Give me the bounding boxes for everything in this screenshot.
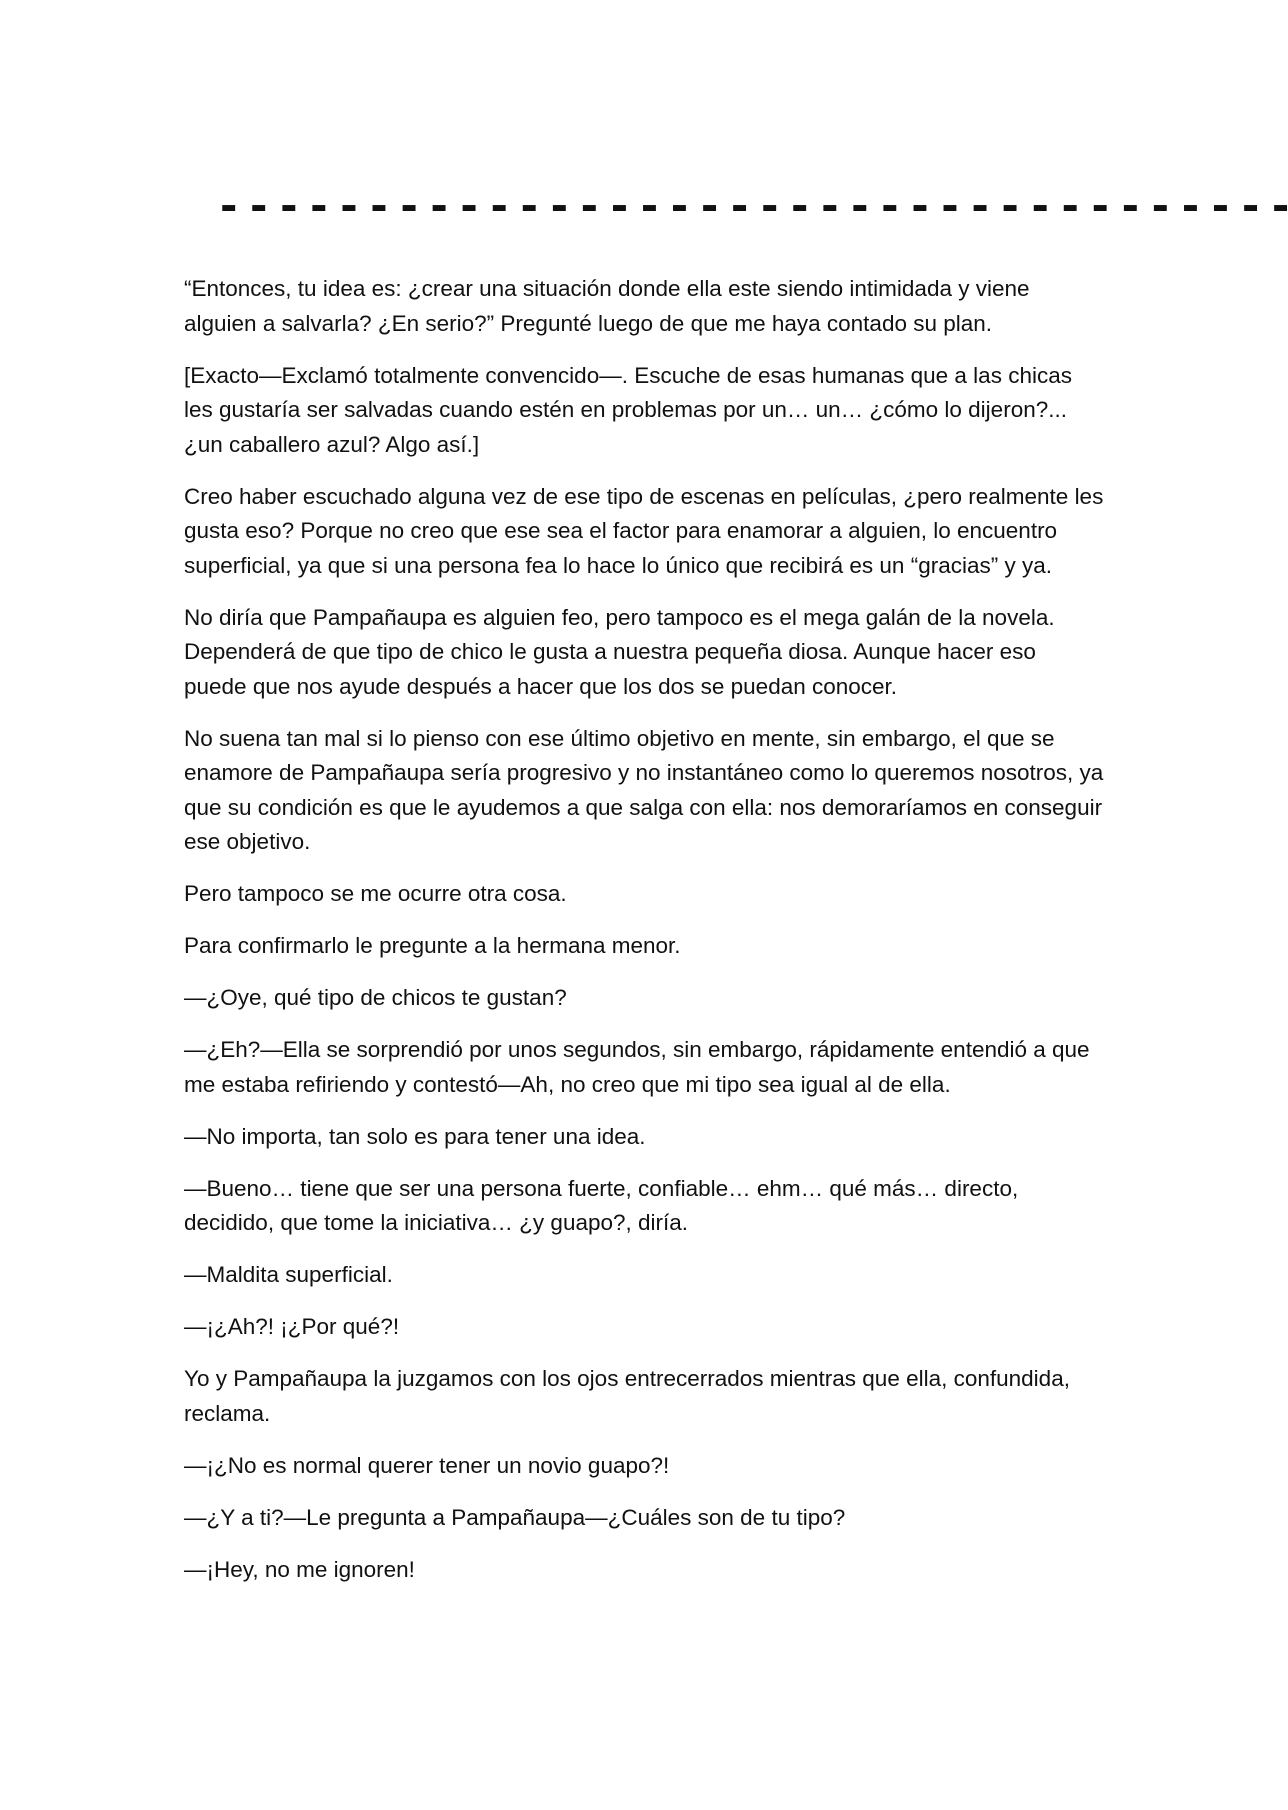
paragraph: Pero tampoco se me ocurre otra cosa.	[184, 881, 567, 906]
paragraph: —No importa, tan solo es para tener una idea.	[184, 1123, 646, 1149]
paragraph: —¿Y a ti?—Le pregunta a Pampañaupa—¿Cuáles son de tu tipo?	[184, 1504, 846, 1530]
paragraph: —¡Hey, no me ignoren!	[184, 1556, 415, 1582]
paragraph: No suena tan mal si lo pienso con ese último objetivo en mente, sin embargo, el que se enamore de Pampañaupa sería progresivo y no instantáneo como lo queremos nosotros, ya que su condición es que le ayudemos a que salga con ella: nos demoraríamos en conseguir ese objetivo.	[184, 725, 1104, 854]
paragraph: Yo y Pampañaupa la juzgamos con los ojos entrecerrados mientras que ella, confundida, reclama.	[184, 1366, 1070, 1426]
section-separator: - - - - - - - - - - - - - - - - - - - - - - - - - - - - - - - - - - - -	[220, 181, 1288, 230]
paragraph: —Bueno… tiene que ser una persona fuerte, confiable… ehm… qué más… directo, decidido, que tome la iniciativa… ¿y guapo?, diría.	[184, 1175, 1019, 1235]
paragraph: “Entonces, tu idea es: ¿crear una situación donde ella este siendo intimidada y viene alguien a salvarla? ¿En serio?” Pregunté luego de que me haya contado su plan.	[184, 276, 1030, 336]
document-body	[184, 272, 1104, 1605]
paragraph: —¡¿No es normal querer tener un novio guapo?!	[184, 1452, 670, 1478]
paragraph: [Exacto—Exclamó totalmente convencido—. Escuche de esas humanas que a las chicas les gustaría ser salvadas cuando estén en problemas por un… un… ¿cómo lo dijeron?... ¿un caballero azul? Algo así.]	[184, 362, 1072, 457]
paragraph: —¿Oye, qué tipo de chicos te gustan?	[184, 985, 567, 1010]
paragraph: No diría que Pampañaupa es alguien feo, pero tampoco es el mega galán de la novela. Dependerá de que tipo de chico le gusta a nuestra pequeña diosa. Aunque hacer eso puede que nos ayude después a hacer que los dos se puedan conocer.	[184, 604, 1055, 699]
paragraph: Creo haber escuchado alguna vez de ese tipo de escenas en películas, ¿pero realmente les gusta eso? Porque no creo que ese sea el factor para enamorar a alguien, lo encuentro superficial, ya que si una persona fea lo hace lo único que recibirá es un “gracias” y ya.	[184, 483, 1104, 578]
paragraph: Para confirmarlo le pregunte a la hermana menor.	[184, 933, 681, 958]
paragraph: —Maldita superficial.	[184, 1262, 393, 1287]
paragraph: —¡¿Ah?! ¡¿Por qué?!	[184, 1314, 400, 1339]
paragraph: —¿Eh?—Ella se sorprendió por unos segundos, sin embargo, rápidamente entendió a que me estaba refiriendo y contestó—Ah, no creo que mi tipo sea igual al de ella.	[184, 1037, 1090, 1097]
